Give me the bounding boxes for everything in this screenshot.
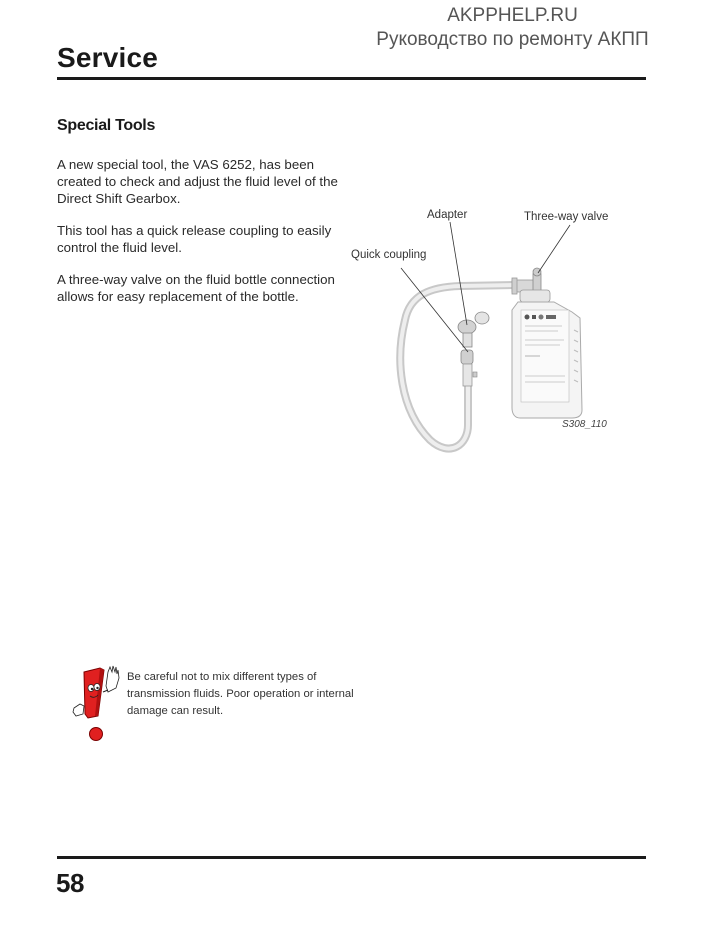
tool-illustration	[340, 200, 630, 460]
warning-exclamation-icon	[70, 664, 122, 744]
warning-text: Be careful not to mix different types of transmission fluids. Poor operation or internal damage can result.	[127, 671, 354, 717]
warning-note	[70, 664, 360, 746]
paragraph: A new special tool, the VAS 6252, has been created to check and adjust the fluid level of the Direct Shift Gearbox.	[57, 157, 338, 206]
callout-adapter: Adapter	[427, 209, 468, 221]
paragraph: This tool has a quick release coupling to easily control the fluid level.	[57, 223, 332, 255]
callout-quick-coupling: Quick coupling	[351, 249, 427, 261]
watermark-subtitle: Руководство по ремонту АКПП	[376, 29, 649, 50]
callout-three-way-valve: Three-way valve	[524, 211, 609, 223]
figure-id: S308_110	[562, 419, 607, 430]
page-title: Service	[57, 42, 159, 73]
watermark-site: AKPPHELP.RU	[447, 5, 578, 26]
body-text	[57, 156, 342, 320]
paragraph: A three-way valve on the fluid bottle connection allows for easy replacement of the bottle.	[57, 272, 335, 304]
page-number: 58	[56, 868, 84, 898]
section-heading: Special Tools	[57, 117, 156, 134]
watermark	[340, 4, 685, 52]
footer-divider	[57, 856, 646, 859]
fluid-bottle-icon	[512, 302, 582, 418]
header-divider	[57, 77, 646, 80]
